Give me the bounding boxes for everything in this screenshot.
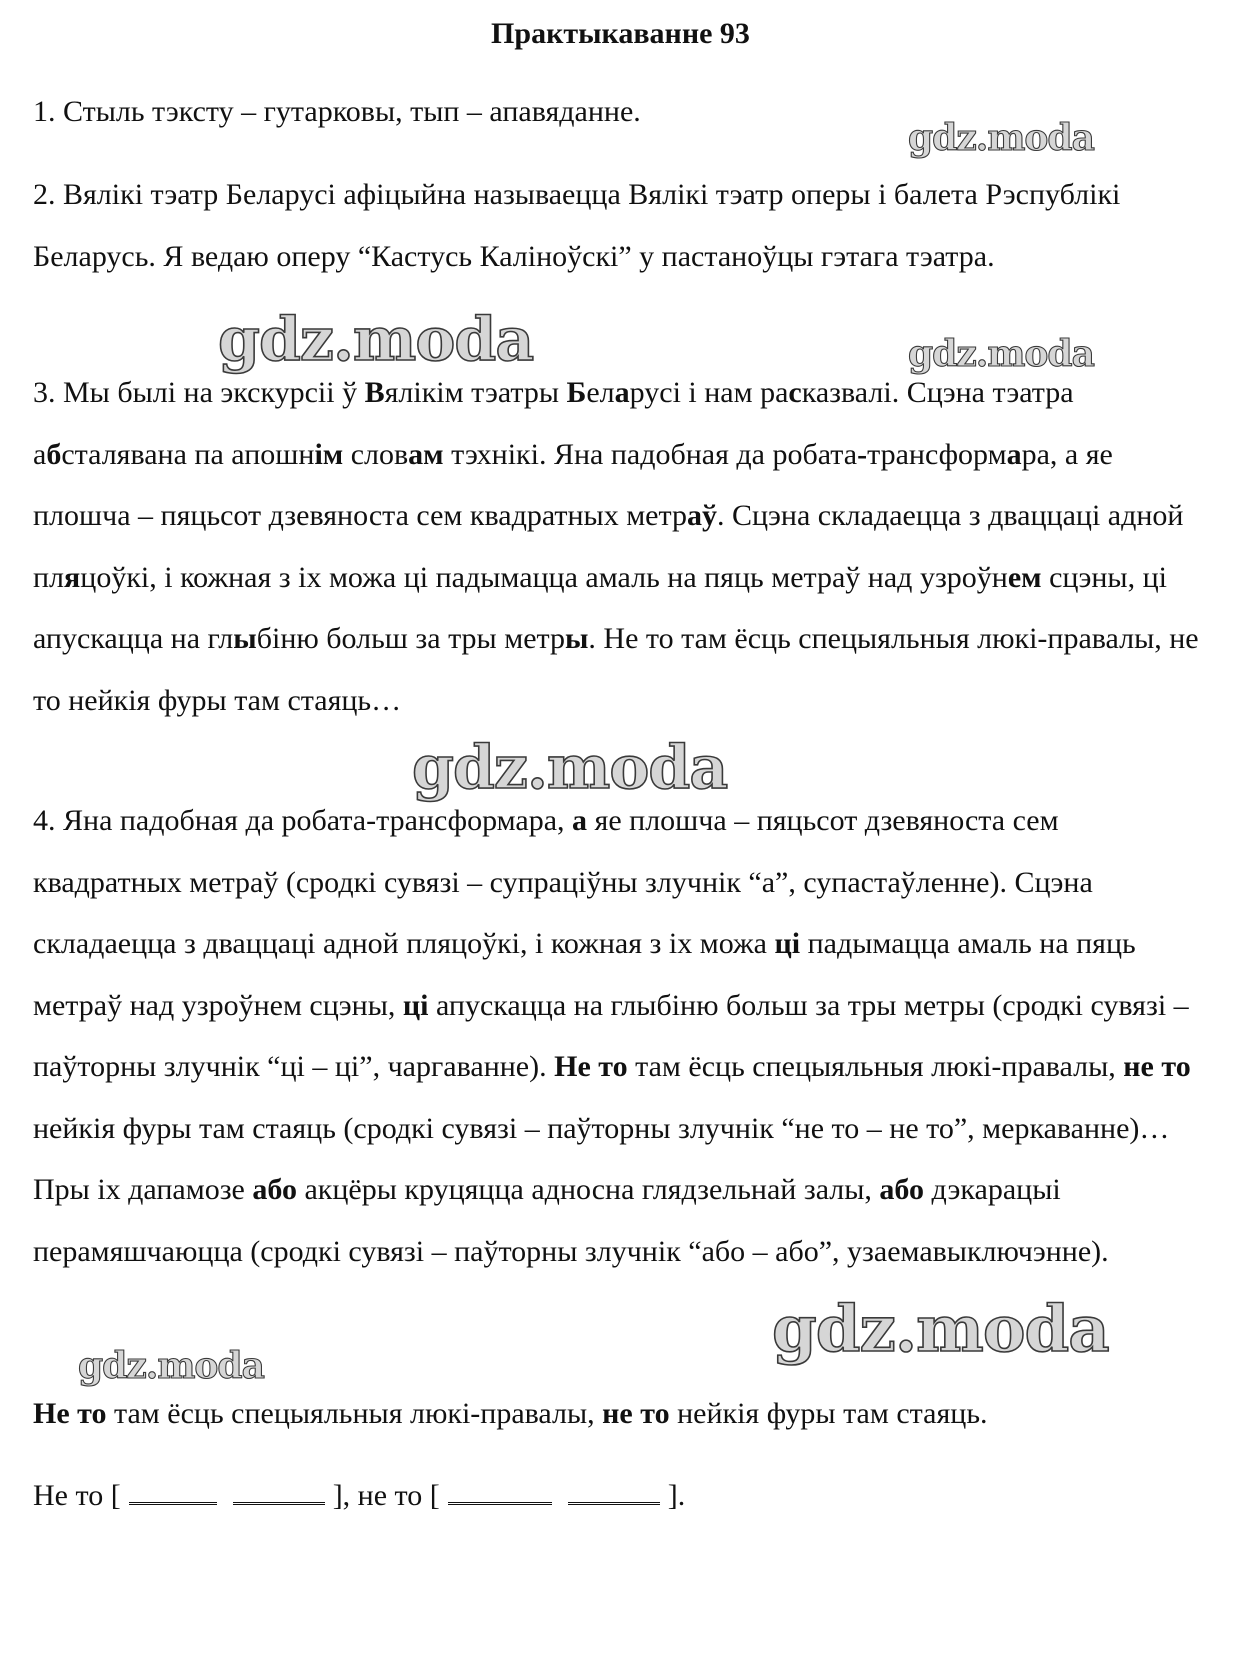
scheme-blank-2 bbox=[233, 1498, 325, 1505]
text-run: слов bbox=[343, 437, 409, 471]
bold-run: б bbox=[46, 437, 62, 471]
bold-run: - bbox=[857, 437, 868, 471]
scheme-blank-4 bbox=[568, 1498, 660, 1505]
bold-run: або bbox=[252, 1173, 297, 1206]
bold-run: не то bbox=[1123, 1050, 1191, 1083]
bold-run: не то bbox=[602, 1397, 670, 1430]
bold-run: ім bbox=[314, 437, 344, 471]
text-run: там ёсць спецыяльныя люкі-правалы, bbox=[106, 1397, 603, 1430]
paragraph-3 bbox=[33, 362, 1213, 731]
text-run: нейкія фуры там стаяць. bbox=[669, 1397, 988, 1430]
bold-run: аў bbox=[686, 499, 717, 532]
watermark: gdz.moda bbox=[218, 305, 534, 375]
text-run: русі і нам ра bbox=[629, 376, 789, 409]
paragraph-5 bbox=[33, 1383, 1213, 1445]
paragraph-1: 1. Стыль тэксту – гутарковы, тып – апавяданне. bbox=[33, 95, 641, 128]
text-run: дэкарацыі перамяшчаюцца (сродкі сувязі – паўторны злучнік “або – або”, узаемавыключэнне). bbox=[33, 1173, 1109, 1268]
bold-run: а bbox=[1006, 437, 1022, 471]
text-run: ел bbox=[586, 376, 615, 409]
text-run: біню больш за тры метр bbox=[256, 622, 565, 655]
bold-run: ы bbox=[233, 622, 257, 655]
bold-run: Б bbox=[566, 376, 587, 409]
text-run: тэхнікі. Яна падобная да робата bbox=[443, 437, 858, 471]
scheme-part-2: ], не то [ bbox=[332, 1479, 440, 1512]
paragraph-4 bbox=[33, 790, 1213, 1282]
text-run: акцёры круцяцца адносна глядзельнай залы, bbox=[296, 1173, 880, 1206]
text-run: яе плошча – пяцьсот дзевяноста сем квадратных метраў (сродкі сувязі – супраціўны злучнік “а”, супастаўленне). Сцэна складаецца з дваццаці адной пляцоўкі, і кожная з іх можа bbox=[33, 804, 1093, 960]
text-run: . Сцэна складаецца з дваццаці адной пл bbox=[33, 499, 1184, 594]
scheme-blank-1 bbox=[129, 1498, 217, 1505]
text-run: сталявана па апошн bbox=[61, 437, 315, 471]
bold-run: ы bbox=[564, 622, 589, 655]
text-run: . Не то там ёсць спецыяльныя люкі-правалы, не то нейкія фуры там стаяць… bbox=[33, 622, 1199, 717]
text-run: цоўкі, і кожная з іх можа ці падымацца амаль на пяць метраў над узроўн bbox=[80, 560, 1008, 594]
text-run: ялікім тэатры bbox=[384, 376, 567, 409]
bold-run: Не то bbox=[554, 1050, 628, 1083]
text-run: казвалі. Сцэна тэатра а bbox=[33, 376, 1074, 471]
bold-run: Не то bbox=[33, 1397, 107, 1430]
exercise-title: Практыкаванне 93 bbox=[491, 17, 750, 50]
clause-scheme bbox=[33, 1465, 1213, 1527]
text-run: 4. Яна падобная да робата-трансформара, bbox=[33, 804, 573, 837]
bold-run: або bbox=[879, 1173, 925, 1206]
text-run: падымацца амаль на пяць метраў над узроўнем сцэны, bbox=[33, 927, 1136, 1022]
watermark: gdz.moda bbox=[78, 1345, 264, 1387]
bold-run: а bbox=[614, 376, 630, 409]
watermark: gdz.moda bbox=[908, 333, 1094, 375]
scheme-part-3: ]. bbox=[667, 1479, 686, 1512]
bold-run: а bbox=[572, 804, 588, 837]
watermark: gdz.moda bbox=[772, 1292, 1109, 1367]
watermark: gdz.moda bbox=[412, 733, 728, 803]
bold-run: В bbox=[364, 376, 385, 409]
text-run: 3. Мы былі на экскурсіі ў bbox=[33, 376, 365, 409]
text-run: сцэны, ці апускацца на гл bbox=[33, 560, 1167, 655]
watermark: gdz.moda bbox=[908, 117, 1094, 159]
bold-run: ці bbox=[402, 988, 429, 1022]
bold-run: я bbox=[64, 560, 81, 594]
text-run: там ёсць спецыяльныя люкі-правалы, bbox=[627, 1050, 1124, 1083]
bold-run: ці bbox=[774, 927, 801, 960]
scheme-part-1: Не то [ bbox=[33, 1479, 121, 1512]
text-run: нейкія фуры там стаяць (сродкі сувязі – паўторны злучнік “не то – не то”, меркаванне)… Пры іх дапамозе bbox=[33, 1111, 1170, 1206]
bold-run: с bbox=[788, 376, 802, 409]
text-run: апускацца на глыбіню больш за тры метры (сродкі сувязі – паўторны злучнік “ці – ці”, чаргаванне). bbox=[33, 988, 1189, 1083]
scheme-blank-3 bbox=[448, 1498, 552, 1505]
bold-run: ам bbox=[408, 437, 444, 471]
bold-run: ем bbox=[1007, 560, 1042, 594]
text-run: ра, а яе плошча – пяцьсот дзевяноста сем квадратных метр bbox=[33, 437, 1113, 532]
paragraph-2: 2. Вялікі тэатр Беларусі афіцыйна называецца Вялікі тэатр оперы і балета Рэспублікі Беларусь. Я ведаю оперу “Кастусь Каліноўскі” у пастаноўцы гэтага тэатра. bbox=[33, 178, 1121, 273]
text-run: трансформ bbox=[867, 437, 1007, 471]
